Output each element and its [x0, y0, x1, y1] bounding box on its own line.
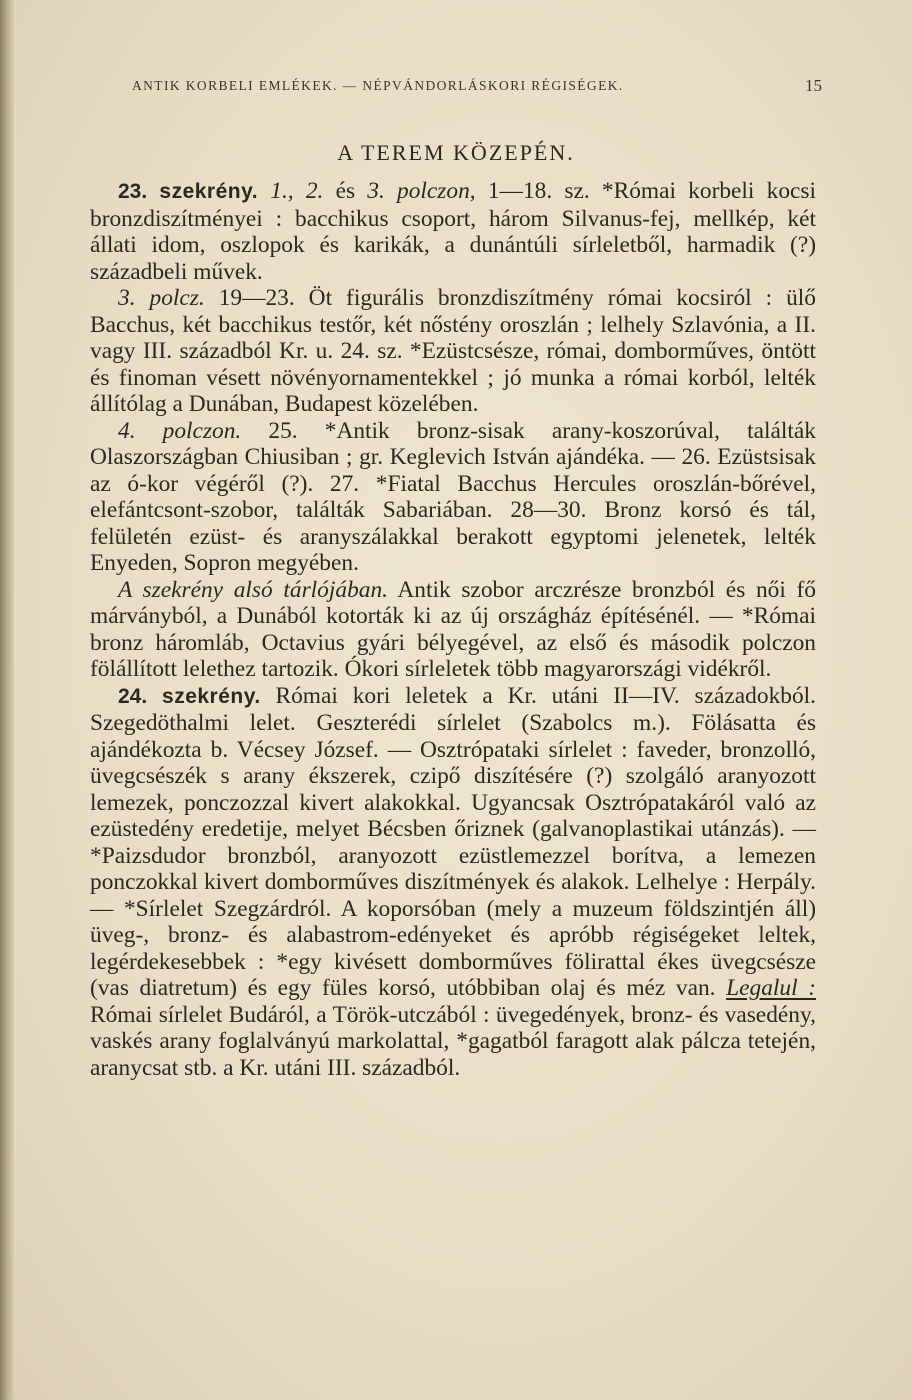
paragraph — [90, 178, 816, 285]
running-title: ANTIK KORBELI EMLÉKEK. — NÉPVÁNDORLÁSKORI RÉGISÉGEK. — [132, 78, 624, 93]
paragraph — [90, 683, 816, 1082]
italic-segment: A szekrény alsó tárlójában. — [118, 576, 389, 603]
paragraph — [90, 285, 816, 418]
text-segment: Antik szobor arczrésze bronzból és női fő márványból, a Dunából kotorták ki az új országház építésénél. — *Római bronz háromláb, Octavius gyári bélyegével, az első és második polczon fölállított lelethez tartozik. Ókori sírleletek több magyarországi vidékről. — [90, 576, 816, 682]
italic-segment: 3. polcz. — [118, 285, 205, 311]
running-head — [132, 78, 822, 94]
cabinet-number: 24. — [118, 684, 163, 708]
text-segment: Római sírlelet Budáról, a Török-utczából : üvegedények, bronz- és vasedény, vaskés arany foglalványú markolattal, *gagatból faragott alak pálcza tetején, aranycsat stb. a Kr. utáni III. századból. — [90, 1001, 816, 1081]
page-binding-edge — [0, 0, 14, 1400]
italic-segment: 4. polczon. — [118, 417, 242, 444]
section-title: A TEREM KÖZEPÉN. — [337, 140, 575, 165]
text-segment: és — [323, 178, 368, 204]
page-number: 15 — [805, 76, 822, 95]
paragraph — [90, 418, 816, 577]
paragraph — [90, 577, 816, 683]
text-segment: 19—23. Öt figurális bronzdiszítmény római kocsiról : ülő Bacchus, két bacchikus testőr, két nőstény oroszlán ; lelhely Szlavónia, a II. vagy III. századból Kr. u. 24. sz. *Ezüstcsésze, római, domborműves, öntött és finoman vésett növényornamentekkel ; jó munka a római korból, lelték állítólag a Dunában, Budapest közelében. — [90, 285, 816, 417]
text-segment: 1—18. sz. *Római korbeli kocsi bronzdiszítményei : bacchikus csoport, három Silvanus-fej, mellkép, két állati idom, oszlopok és karikák, a dunántúli sírleletből, harmadik (?) századbeli művek. — [90, 178, 817, 285]
text-segment: 25. *Antik bronz-sisak arany-koszorúval, találták Olaszországban Chiusiban ; gr. Keglevich István ajándéka. — 26. Ezüstsisak az ó-kor végéről (?). 27. *Fiatal Bacchus Hercules oroszlán-bőrével, elefántcsont-szobor, találták Sabariában. 28—30. Bronz korsó és tál, felületén ezüst- és aranyszálakkal berakott egyptomi jelenetek, lelték Enyeden, Sopron megyében. — [90, 417, 816, 576]
italic-segment: 3. polczon, — [367, 178, 476, 204]
italic-segment: 1., 2. — [270, 178, 324, 204]
underlined-segment: Legalul : — [726, 975, 816, 1001]
body-text — [90, 178, 816, 1081]
cabinet-number: 23. — [118, 180, 160, 203]
text-segment: Római kori leletek a Kr. utáni II—IV. századokból. Szegedöthalmi lelet. Geszterédi sírlelet (Szabolcs m.). Fölásatta és ajándékozta b. Vécsey József. — Osztrópataki sírlelet : faveder, bronzolló, üvegcsészék s arany ékszerek, czipő diszítésére (?) szolgáló aranyozott lemezek, ponczozzal kivert alakokkal. Ugyancsak Osztrópatakáról való az ezüstedény eredetije, melyet Bécsben őriznek (galvanoplastikai utánzás). — *Paizsdudor bronzból, aranyozott ezüstlemezzel borítva, a lemezen ponczokkal kivert domborműves diszítmények és alakok. Lelhelye : Herpály. — *Sírlelet Szegzárdról. A koporsóban (mely a muzeum földszintjén áll) üveg-, bronz- és alabastrom-edényeket és apróbb régiségeket leltek, legérdekesebbek : *egy kivésett domborműves fölirattal ékes üvegcsésze (vas diatretum) és egy füles korsó, utóbbiban olaj és méz van. — [90, 682, 816, 1001]
cabinet-label: szekrény. — [162, 684, 261, 708]
text-segment — [258, 178, 270, 204]
cabinet-label: szekrény. — [159, 180, 259, 203]
